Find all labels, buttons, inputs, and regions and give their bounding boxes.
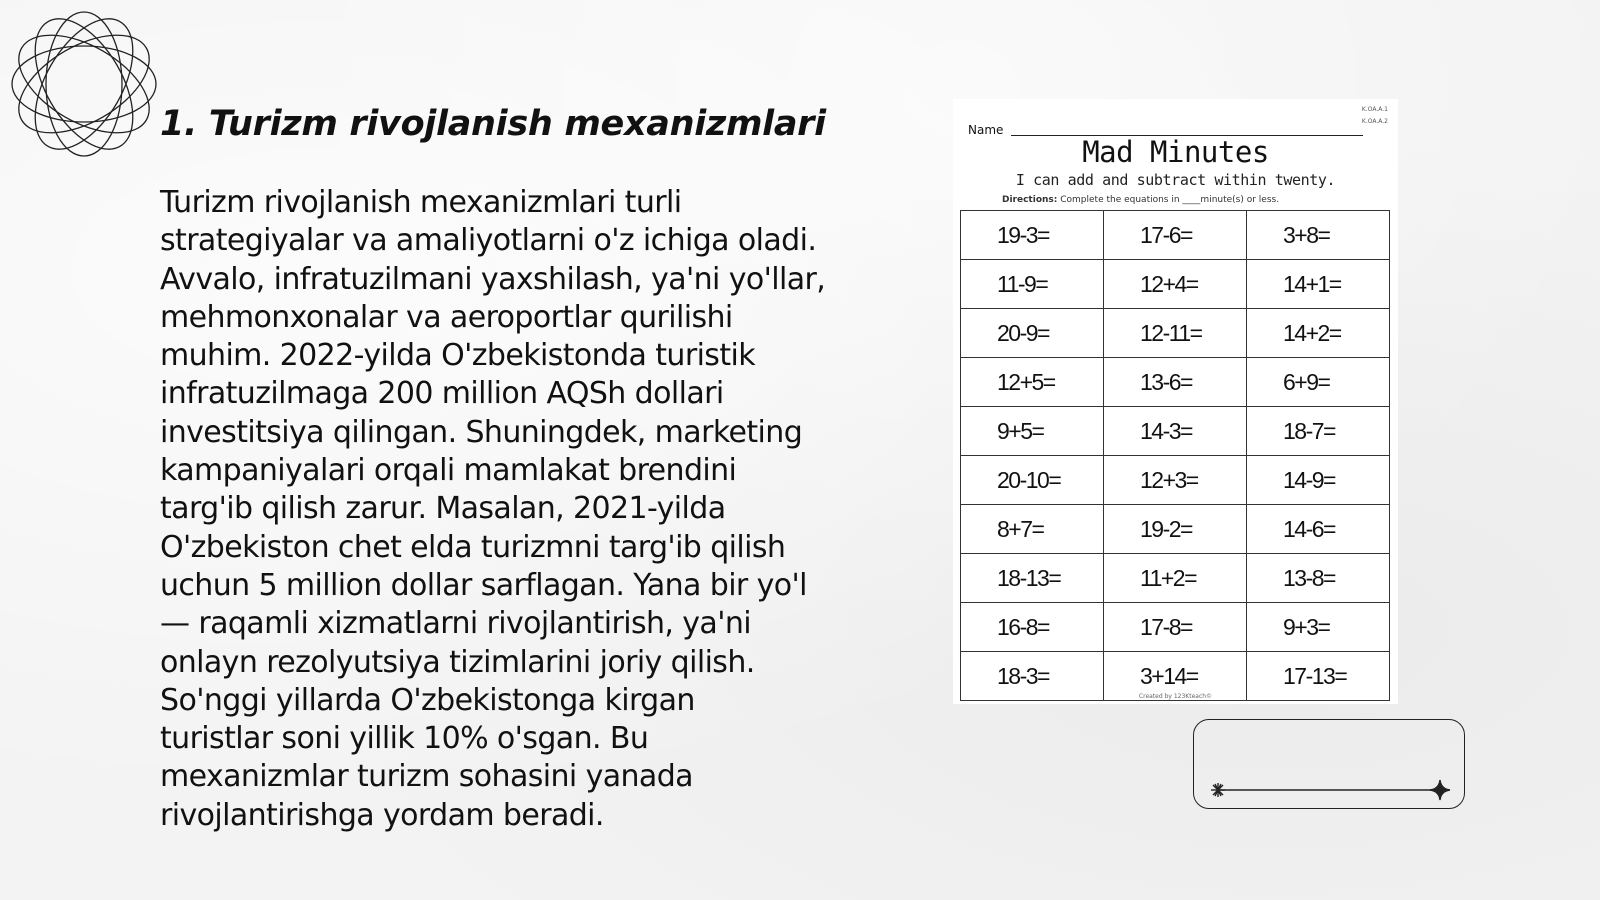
equation-row [961,505,1390,554]
equation-cell: 19-3= [961,211,1104,260]
equation-cell: 12+4= [1104,260,1247,309]
equation-cell: 14-6= [1247,505,1390,554]
equation-cell: 9+5= [961,407,1104,456]
equation-row [961,407,1390,456]
equation-cell: 12+5= [961,358,1104,407]
equation-cell: 17-13= [1247,652,1390,701]
equation-cell: 3+14= [1104,652,1247,701]
equation-row [961,260,1390,309]
equation-cell: 14+2= [1247,309,1390,358]
equation-cell: 18-13= [961,554,1104,603]
equation-cell: 20-10= [961,456,1104,505]
worksheet-subtitle: I can add and subtract within twenty. [1015,171,1336,189]
equation-cell: 12+3= [1104,456,1247,505]
equation-row [961,603,1390,652]
standard-code: K.OA.A.1 [1361,106,1388,113]
equation-cell: 3+8= [1247,211,1390,260]
worksheet-credit: Created by 123Kteach© [1138,693,1213,700]
equation-row [961,211,1390,260]
equation-cell: 20-9= [961,309,1104,358]
sparkle-line-icon [1194,720,1466,810]
directions-text: Complete the equations in ____minute(s) or less. [1057,195,1280,205]
equation-cell: 14+1= [1247,260,1390,309]
equation-cell: 14-3= [1104,407,1247,456]
equation-cell: 16-8= [961,603,1104,652]
spirograph-rings-icon [8,8,160,160]
equation-cell: 11-9= [961,260,1104,309]
equation-row [961,554,1390,603]
equation-cell: 8+7= [961,505,1104,554]
equation-cell: 19-2= [1104,505,1247,554]
equation-cell: 14-9= [1247,456,1390,505]
worksheet-image [953,99,1398,704]
equation-cell: 17-6= [1104,211,1247,260]
worksheet-standards [1362,104,1388,128]
equation-cell: 6+9= [1247,358,1390,407]
equation-cell: 11+2= [1104,554,1247,603]
body-paragraph: Turizm rivojlanish mexanizmlari turli strategiyalar va amaliyotlarni o'z ichiga oladi. Avvalo, infratuzilmani yaxshilash, ya'ni yo'llar, mehmonxonalar va aeroportlar qurilishi muhim. 2022-yilda O'zbekistonda turistik infratuzilmaga 200 million AQSh dollari investitsiya qilingan. Shuningdek, marketing kampaniyalari orqali mamlakat brendini targ'ib qilish zarur. Masalan, 2021-yilda O'zbekiston chet elda turizmni targ'ib qilish uchun 5 million dollar sarflagan. Yana bir yo'l — raqamli xizmatlarni rivojlantirish, ya'ni onlayn rezolyutsiya tizimlarini joriy qilish. So'nggi yillarda O'zbekistonga kirgan turistlar soni yillik 10% o'sgan. Bu mexanizmlar turizm sohasini yanada rivojlantirishga yordam beradi. [160,185,826,833]
name-label: Name [968,123,1004,137]
equation-row [961,309,1390,358]
worksheet-directions [1002,195,1279,205]
equation-row [961,358,1390,407]
slide-title: 1. Turizm rivojlanish mexanizmlari [160,104,826,144]
decorative-box [1193,719,1465,809]
equation-cell: 9+3= [1247,603,1390,652]
equation-cell: 18-7= [1247,407,1390,456]
equation-cell: 17-8= [1104,603,1247,652]
standard-code: K.OA.A.2 [1361,118,1388,125]
equation-row [961,456,1390,505]
equation-cell: 12-11= [1104,309,1247,358]
equation-cell: 13-8= [1247,554,1390,603]
worksheet-title: Mad Minutes [1082,135,1269,169]
equation-cell: 13-6= [1104,358,1247,407]
equations-table [960,210,1390,701]
equation-cell: 18-3= [961,652,1104,701]
directions-label: Directions: [1002,195,1058,205]
